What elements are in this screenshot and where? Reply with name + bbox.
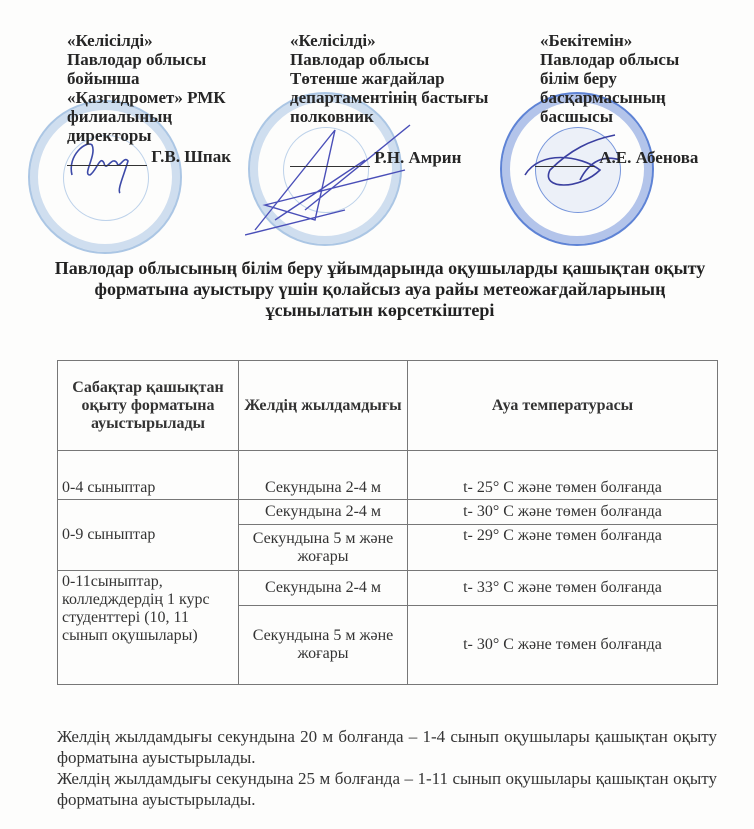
table-row bbox=[58, 571, 718, 606]
header-grades: Сабақтар қашықтан оқыту форматына ауыстырылады bbox=[58, 361, 239, 451]
signer-name: А.Е. Абенова bbox=[599, 148, 699, 167]
approval-heading: «Келісілді» bbox=[290, 31, 376, 50]
header-wind-speed: Желдің жылдамдығы bbox=[239, 361, 408, 451]
temp-cell: t- 30° С және төмен болғанда bbox=[408, 500, 718, 525]
wind-cell: Секундына 2-4 м bbox=[239, 571, 408, 606]
wind-cell: Секундына 5 м және жоғары bbox=[239, 606, 408, 685]
signer-name: Г.В. Шпак bbox=[151, 147, 231, 166]
approval-line: филиалының bbox=[67, 107, 173, 126]
wind-cell: Секундына 5 м және жоғары bbox=[239, 525, 408, 571]
temp-cell: t- 33° С және төмен болғанда bbox=[408, 571, 718, 606]
approval-line: Төтенше жағдайлар bbox=[290, 69, 445, 88]
temp-cell: t- 29° С және төмен болғанда bbox=[408, 525, 718, 571]
temp-cell: t- 25° С және төмен болғанда bbox=[408, 451, 718, 500]
table-header-row bbox=[58, 361, 718, 451]
approval-block-education-department bbox=[540, 31, 698, 167]
approval-line: Павлодар облысы bbox=[540, 50, 680, 69]
signer-name: Р.Н. Амрин bbox=[374, 148, 462, 167]
approval-line: директоры bbox=[67, 126, 152, 145]
grades-cell: 0-11сыныптар, колледждердің 1 курс студенттері (10, 11 сынып оқушылары) bbox=[58, 571, 239, 685]
approval-line: бойынша bbox=[67, 69, 140, 88]
approval-line: білім беру bbox=[540, 69, 617, 88]
approval-line: «Қазгидромет» РМК bbox=[67, 88, 226, 107]
signature-line bbox=[535, 166, 595, 167]
approval-line: Павлодар облысы bbox=[67, 50, 207, 69]
note-paragraph: Желдің жылдамдығы секундына 20 м болғанда – 1-4 сынып оқушылары қашықтан оқыту форматына ауыстырылады. bbox=[57, 727, 717, 767]
approval-heading: «Келісілді» bbox=[67, 31, 153, 50]
note-paragraph: Желдің жылдамдығы секундына 25 м болғанда – 1-11 сынып оқушылары қашықтан оқыту форматына ауыстырылады. bbox=[57, 769, 717, 809]
approval-line: Павлодар облысы bbox=[290, 50, 430, 69]
wind-cell: Секундына 2-4 м bbox=[239, 500, 408, 525]
wind-cell: Секундына 2-4 м bbox=[239, 451, 408, 500]
document-title: Павлодар облысының білім беру ұйымдарында оқушыларды қашықтан оқыту форматына ауыстыру үшін қолайсыз ауа райы метеожағдайларының ұсынылатын көрсеткіштері bbox=[54, 258, 706, 320]
approval-block-kazhydromet bbox=[67, 31, 231, 166]
approval-line: полковник bbox=[290, 107, 374, 126]
temp-cell: t- 30° С және төмен болғанда bbox=[408, 606, 718, 685]
grades-cell: 0-9 сыныптар bbox=[58, 500, 239, 571]
table-row bbox=[58, 451, 718, 500]
signature-line bbox=[67, 165, 147, 166]
grades-cell: 0-4 сыныптар bbox=[58, 451, 239, 500]
weather-thresholds-table bbox=[57, 360, 718, 685]
signature-line bbox=[290, 166, 370, 167]
approval-line: департаментінің бастығы bbox=[290, 88, 489, 107]
table-row bbox=[58, 500, 718, 525]
approval-line: басқармасының bbox=[540, 88, 666, 107]
approval-heading: «Бекітемін» bbox=[540, 31, 633, 50]
approval-block-emergency-department bbox=[290, 31, 488, 167]
notes-section bbox=[57, 726, 717, 810]
header-air-temperature: Ауа температурасы bbox=[408, 361, 718, 451]
approval-line: басшысы bbox=[540, 107, 613, 126]
